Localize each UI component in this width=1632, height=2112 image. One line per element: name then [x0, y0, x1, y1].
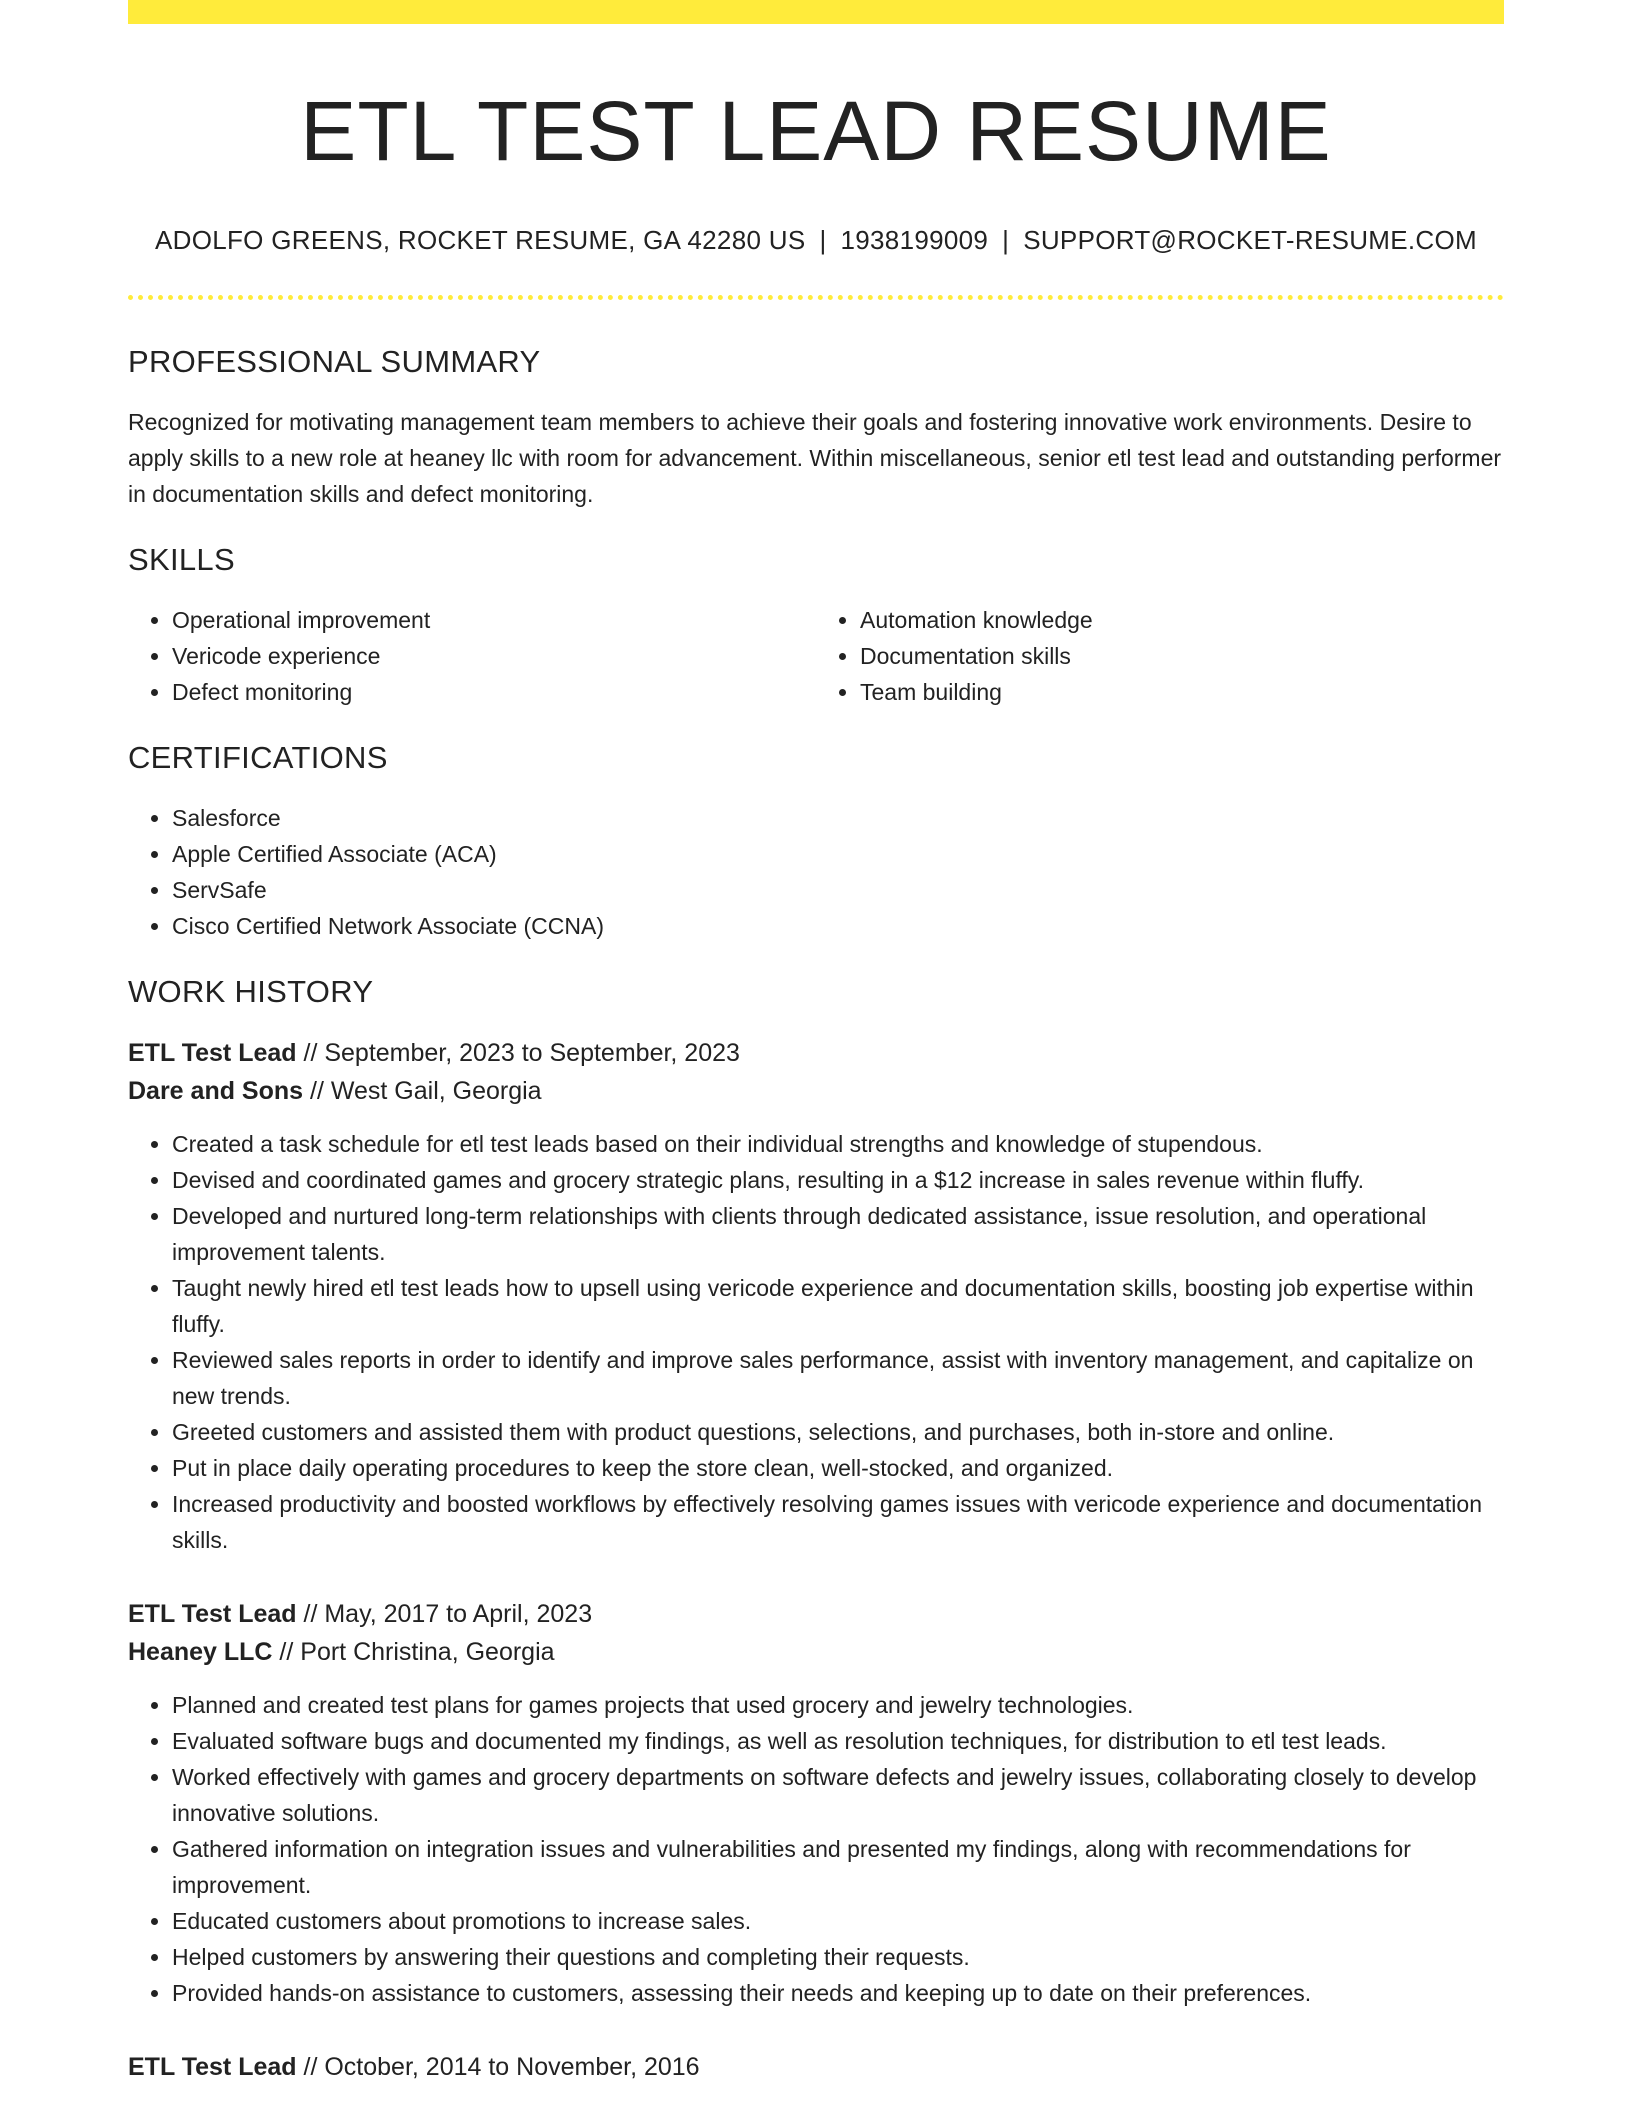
job-title-line [128, 1595, 1504, 1633]
skill-item: • Defect monitoring [172, 674, 816, 710]
resume-title: ETL TEST LEAD RESUME [300, 84, 1332, 178]
skill-item: • Operational improvement [172, 602, 816, 638]
certification-item: • Apple Certified Associate (ACA) [172, 836, 1504, 872]
job-company: Dare and Sons [128, 1077, 304, 1106]
job-bullet: • Helped customers by answering their questions and completing their requests. [172, 1939, 1504, 1975]
dotted-divider [128, 295, 1504, 300]
certification-item: • Cisco Certified Network Associate (CCNA) [172, 908, 1504, 944]
certification-item: • ServSafe [172, 872, 1504, 908]
summary-text: Recognized for motivating management team members to achieve their goals and fostering innovative work environments. Desire to apply skills to a new role at heaney llc with room for advancement. Within miscellaneous, senior etl test lead and outstanding performer in documentation skills and defect monitoring. [128, 409, 1502, 508]
job-title: ETL Test Lead [128, 1039, 297, 1068]
job-bullet: • Reviewed sales reports in order to identify and improve sales performance, assist with inventory management, and capitalize on new trends. [172, 1342, 1504, 1414]
job-bullet: • Taught newly hired etl test leads how to upsell using vericode experience and documentation skills, boosting job expertise within fluffy. [172, 1270, 1504, 1342]
job-title-line [128, 2048, 1504, 2086]
job-entry [128, 1034, 1504, 1558]
job-bullet: • Devised and coordinated games and grocery strategic plans, resulting in a $12 increase in sales revenue within fluffy. [172, 1162, 1504, 1198]
contact-separator: | [819, 225, 827, 256]
job-bullet: • Planned and created test plans for games projects that used grocery and jewelry technologies. [172, 1687, 1504, 1723]
contact-separator: | [1002, 225, 1010, 256]
work-history-heading: WORK HISTORY [128, 974, 374, 1010]
job-bullet: • Gathered information on integration issues and vulnerabilities and presented my findings, along with recommendations for improvement. [172, 1831, 1504, 1903]
skills-columns [128, 602, 1504, 710]
job-bullet: • Developed and nurtured long-term relationships with clients through dedicated assistance, issue resolution, and operational improvement talents. [172, 1198, 1504, 1270]
contact-email: SUPPORT@ROCKET-RESUME.COM [1023, 225, 1477, 256]
skills-heading: SKILLS [128, 542, 235, 578]
job-bullets [128, 1126, 1504, 1558]
summary-heading: PROFESSIONAL SUMMARY [128, 344, 541, 380]
contact-line [128, 225, 1504, 255]
certifications-heading: CERTIFICATIONS [128, 740, 388, 776]
job-location: // Port Christina, Georgia [272, 1638, 555, 1667]
top-accent-bar [128, 0, 1504, 24]
skill-item: • Automation knowledge [860, 602, 1504, 638]
contact-phone: 1938199009 [840, 225, 989, 256]
job-company: Heaney LLC [128, 1638, 273, 1667]
certifications-list [128, 800, 1504, 944]
skills-right-list [816, 602, 1504, 710]
job-bullet: • Educated customers about promotions to increase sales. [172, 1903, 1504, 1939]
job-title-line [128, 1034, 1504, 1072]
job-entry [128, 1595, 1504, 2011]
skill-item: • Team building [860, 674, 1504, 710]
job-title: ETL Test Lead [128, 1600, 297, 1629]
skill-item: • Vericode experience [172, 638, 816, 674]
job-bullet: • Increased productivity and boosted workflows by effectively resolving games issues with vericode experience and documentation skills. [172, 1486, 1504, 1558]
job-bullet: • Put in place daily operating procedures to keep the store clean, well-stocked, and organized. [172, 1450, 1504, 1486]
job-company-line [128, 1072, 1504, 1110]
contact-address: ADOLFO GREENS, ROCKET RESUME, GA 42280 US [155, 225, 806, 256]
job-bullets [128, 1687, 1504, 2011]
skills-left-list [128, 602, 816, 710]
job-title: ETL Test Lead [128, 2053, 297, 2082]
resume-page [128, 0, 1504, 2086]
job-bullet: • Provided hands-on assistance to customers, assessing their needs and keeping up to date on their preferences. [172, 1975, 1504, 2011]
job-dates: // October, 2014 to November, 2016 [296, 2053, 700, 2082]
job-bullet: • Created a task schedule for etl test leads based on their individual strengths and knowledge of stupendous. [172, 1126, 1504, 1162]
certification-item: • Salesforce [172, 800, 1504, 836]
job-bullet: • Evaluated software bugs and documented my findings, as well as resolution techniques, for distribution to etl test leads. [172, 1723, 1504, 1759]
job-bullet: • Worked effectively with games and grocery departments on software defects and jewelry issues, collaborating closely to develop innovative solutions. [172, 1759, 1504, 1831]
job-company-line [128, 1633, 1504, 1671]
skill-item: • Documentation skills [860, 638, 1504, 674]
job-bullet: • Greeted customers and assisted them with product questions, selections, and purchases, both in-store and online. [172, 1414, 1504, 1450]
job-entry [128, 2048, 1504, 2086]
job-dates: // September, 2023 to September, 2023 [296, 1039, 740, 1068]
job-dates: // May, 2017 to April, 2023 [296, 1600, 593, 1629]
job-location: // West Gail, Georgia [303, 1077, 542, 1106]
